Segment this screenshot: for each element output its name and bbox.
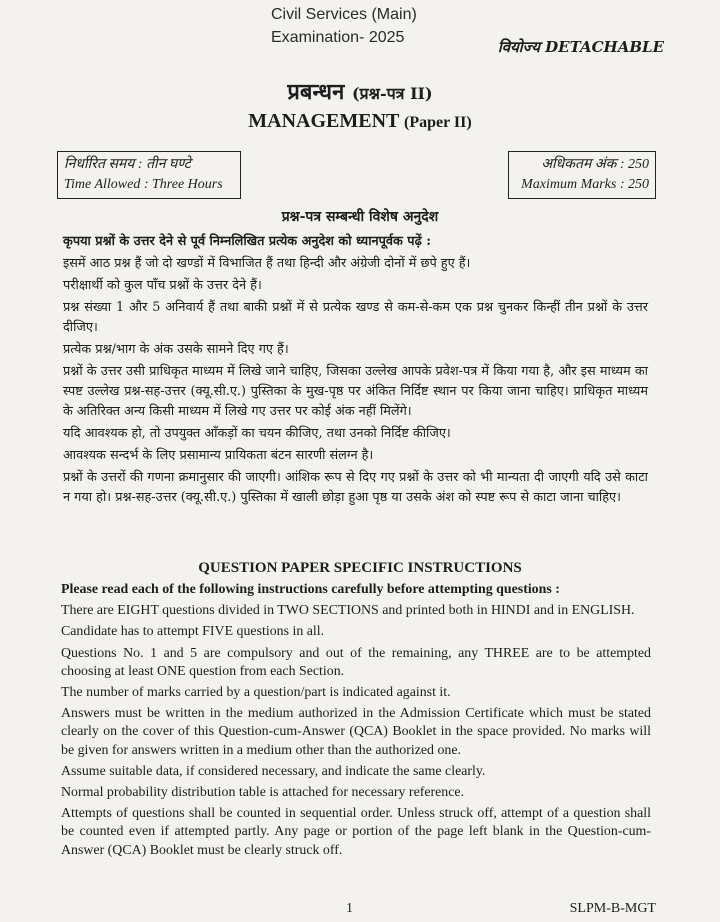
instruction-hindi: परीक्षार्थी को कुल पाँच प्रश्नों के उत्तर देने हैं। — [63, 278, 262, 293]
title-english — [0, 110, 720, 133]
instruction-english: There are EIGHT questions divided in TWO SECTIONS and printed both in HINDI and in ENGLISH. — [61, 603, 635, 619]
instruction-english: Assume suitable data, if considered necessary, and indicate the same clearly. — [61, 763, 486, 779]
detachable-label — [498, 37, 664, 57]
exam-year: Examination- 2025 — [271, 29, 405, 46]
page-number: 1 — [346, 901, 353, 916]
instructions-heading-hindi: प्रश्न-पत्र सम्बन्धी विशेष अनुदेश — [281, 209, 439, 225]
time-allowed-box — [57, 151, 241, 199]
detachable-hindi: वियोज्य — [497, 38, 540, 56]
instruction-english: Candidate has to attempt FIVE questions in all. — [61, 624, 325, 640]
instruction-english: The number of marks carried by a question/part is indicated against it. — [61, 685, 451, 701]
marks-hindi: अधिकतम अंक : 250 — [541, 157, 649, 172]
subject-english: MANAGEMENT — [248, 110, 400, 132]
instruction-hindi: प्रश्न संख्या 1 और 5 अनिवार्य हैं तथा बाकी प्रश्नों में से प्रत्येक खण्ड से कम-से-कम एक प्रश्न चुनकर किन्हीं तीन प्रश्नों के उत्तर दीजिए। — [63, 300, 648, 335]
instructions-heading-english: QUESTION PAPER SPECIFIC INSTRUCTIONS — [198, 560, 522, 576]
instructions-english — [61, 581, 651, 863]
instruction-hindi: प्रश्नों के उत्तर उसी प्राधिकृत माध्यम में लिखे जाने चाहिए, जिसका उल्लेख आपके प्रवेश-पत्र में किया गया है, और इस माध्यम का स्पष्ट उल्लेख प्रश्न-सह-उत्तर (क्यू.सी.ए.) पुस्तिका के मुख-पृष्ठ पर अंकित निर्दिष्ट स्थान पर किया जाना चाहिए। प्राधिकृत माध्यम के अतिरिक्त अन्य किसी माध्यम में लिखे गए उत्तर पर कोई अंक नहीं मिलेंगे। — [63, 364, 648, 419]
instruction-hindi: यदि आवश्यक हो, तो उपयुक्त आँकड़ों का चयन कीजिए, तथा उनको निर्दिष्ट कीजिए। — [63, 426, 451, 441]
instruction-english: Attempts of questions shall be counted in sequential order. Unless struck off, attempt of a question shall be counted even if attempted partly. Any page or portion of the page left blank in the Question-cum-Answer (QCA) Booklet must be clearly struck off. — [61, 806, 651, 858]
instruction-hindi: आवश्यक सन्दर्भ के लिए प्रसामान्य प्रायिकता बंटन सारणी संलग्न है। — [63, 448, 374, 463]
title-hindi — [0, 76, 720, 106]
time-english: Time Allowed : Three Hours — [64, 177, 223, 192]
instructions-hindi — [63, 232, 648, 510]
instruction-lead: Please read each of the following instructions carefully before attempting questions : — [61, 582, 560, 597]
paper-hindi: (प्रश्न-पत्र II) — [351, 84, 433, 103]
instruction-hindi: इसमें आठ प्रश्न हैं जो दो खण्डों में विभाजित हैं तथा हिन्दी और अंग्रेजी दोनों में छपे हुए हैं। — [63, 256, 471, 271]
paper-code: SLPM-B-MGT — [569, 901, 656, 916]
time-hindi: निर्धारित समय : तीन घण्टे — [64, 157, 191, 172]
instruction-english: Questions No. 1 and 5 are compulsory and out of the remaining, any THREE are to be attempted choosing at least ONE question from each Section. — [61, 645, 651, 679]
instruction-hindi: कृपया प्रश्नों के उत्तर देने से पूर्व निम्नलिखित प्रत्येक अनुदेश को ध्यानपूर्वक पढ़ें : — [63, 234, 431, 249]
instruction-english: Answers must be written in the medium authorized in the Admission Certificate which must be stated clearly on the cover of this Question-cum-Answer (QCA) Booklet in the space provided. No marks will be given for answers written in a medium other than the authorized one. — [61, 706, 651, 758]
marks-english: Maximum Marks : 250 — [521, 177, 649, 192]
instruction-hindi: प्रत्येक प्रश्न/भाग के अंक उसके सामने दिए गए हैं। — [63, 342, 289, 357]
maximum-marks-box — [508, 151, 656, 199]
detachable-english: DETACHABLE — [545, 38, 664, 56]
paper-english: (Paper II) — [404, 114, 472, 131]
instruction-english: Normal probability distribution table is attached for necessary reference. — [61, 785, 465, 801]
subject-hindi: प्रबन्धन — [287, 79, 345, 105]
instruction-hindi: प्रश्नों के उत्तरों की गणना क्रमानुसार की जाएगी। आंशिक रूप से दिए गए प्रश्नों के उत्तर को भी मान्यता दी जाएगी यदि उसे काटा न गया हो। प्रश्न-सह-उत्तर (क्यू.सी.ए.) पुस्तिका में खाली छोड़ा हुआ पृष्ठ या उसके अंश को स्पष्ट रूप से काटा जाना चाहिए। — [63, 470, 648, 505]
exam-name: Civil Services (Main) — [271, 6, 417, 23]
